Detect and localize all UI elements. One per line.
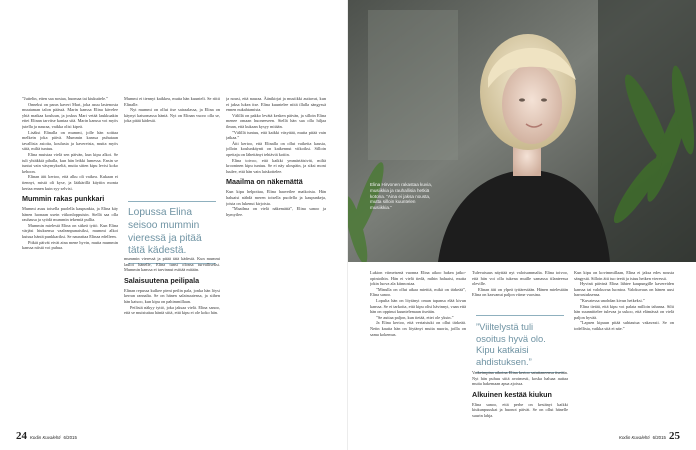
paragraph: ”Välillä tuntuu, että kaikki väsyttää, mutta pitää vain jatkaa.” bbox=[226, 129, 326, 141]
magazine-name: Kodin Kuvalehti bbox=[619, 435, 650, 440]
paragraph: Elina tietää, että kipu voi palata milloin tahansa. Silti hän suunnittelee tulevaa ja uskoo, että elämässä on vielä paljon hyvää. bbox=[574, 303, 674, 320]
page-number: 24 bbox=[16, 430, 27, 442]
right-column-2-top bbox=[472, 270, 568, 310]
issue-number: 6/2015 bbox=[63, 435, 77, 440]
pull-quote-right bbox=[476, 310, 564, 378]
paragraph: ”Maailma on vielä näkemättä”, Elina sanoo ja hymyilee. bbox=[226, 206, 326, 217]
left-column-3 bbox=[226, 96, 326, 432]
page-folio-left bbox=[16, 430, 77, 442]
paragraph: Lisäksi Elinalla on mummi, jolle hän soittaa melkein joka päivä. Mummin kanssa puhutaan tavallisia asioita, koulusta ja kavereista, mutta myös siitä, miltä tuntuu. bbox=[22, 129, 118, 152]
paragraph: Kun kipu on kovimmillaan, Elina ei jaksa edes nousta sängystä. Silloin äiti tuo teetä ja istuu hetken vieressä. bbox=[574, 270, 674, 281]
magazine-name: Kodin Kuvalehti bbox=[30, 435, 61, 440]
paragraph: Pitkät päivät eivät aina mene hyvin, mutta mummin kanssa niistä voi puhua. bbox=[22, 239, 118, 251]
page-folio-right bbox=[619, 430, 680, 442]
paragraph: Elina toivoo, että kaikki ymmärtäisivät, miltä krooninen kipu tuntuu. Se ei näy ulospäin, ja siksi moni luulee, että hän vain laiskottelee. bbox=[226, 157, 326, 174]
subheading: Maailma on näkemättä bbox=[226, 177, 303, 187]
paragraph: Elinan äiti kertoo, että alku oli vaikea. Kukaan ei tiennyt, mistä oli kyse, ja lääkärillä käytiin monta kertaa ennen kuin syy selvisi. bbox=[22, 174, 118, 191]
paragraph: ”Minulla on ollut aikaa miettiä, mikä on tärkeää”, Elina sanoo. bbox=[370, 286, 466, 298]
paragraph: ”Kuvatessa unohdan kivun hetkeksi.” bbox=[580, 297, 645, 303]
paragraph: ”Se auttaa paljon, kun tietää, ettei ole yksin.” bbox=[376, 314, 454, 320]
paragraph: Kun kipu helpottaa, Elina haaveilee matkoista. Hän haluaisi nähdä meren toisella puolella ja kaupunkeja, joista on lukenut kirjoista. bbox=[226, 189, 326, 206]
left-column-2-top bbox=[124, 96, 220, 196]
subheading: Mummin rakas punkkari bbox=[22, 194, 105, 204]
paragraph: Peilistä näkyy tyttö, joka jaksaa vielä. Elina sanoo, että se muistuttaa häntä siitä, että kipu ei ole koko hän. bbox=[124, 304, 220, 316]
pull-quote-text: ”Viiltelystä tuli osoitus hyvä olo. Kipu katkaisi ahdistuksen.” bbox=[476, 321, 546, 367]
paragraph: Mummi asuu toisella puolella kaupunkia, ja Elina käy hänen luonaan usein viikonloppuisin. Siellä saa olla rauhassa ja syödä mummin tekemiä pullia. bbox=[22, 206, 118, 223]
paragraph: ”Juttelin, etten saa nostaa, huomaa tai kiukuttele.” bbox=[22, 96, 109, 101]
right-column-3 bbox=[574, 270, 674, 432]
subheading: Alkuinen kestää kiukun bbox=[472, 389, 552, 399]
paragraph: ”Lapsen kipuun pitää suhtautua vakavasti. Se on todellista, vaikka sitä ei näe.” bbox=[574, 320, 674, 331]
paragraph: Äiti kertoo, että Elinalla on ollut vaikeita kausia, jolloin koulunkäynti on katkennut viikoiksi. Silloin opettaja on lähettänyt tehtäviä kotiin. bbox=[226, 140, 326, 157]
paragraph: Nyt mummi on ollut itse sairaalassa, ja Elina on käynyt katsomassa häntä. Nyt on Elinan vuoro olla se, joka pitää kädestä. bbox=[124, 107, 220, 124]
paragraph: Elina sanoo, että perhe on kestänyt kaikki kiukunpuuskat ja huonot päivät. Se on ollut hänelle suurin lahja. bbox=[472, 401, 568, 418]
portrait-photo bbox=[348, 0, 696, 262]
paragraph: Onneksi on paras kaveri Mari, joka asuu lastenosta muutaman talon päässä. Marin kanssa Elina kävelee yhtä matkaa kouluun, ja joskus Mari vetää laukkuakin ettei Elinan tarvitse kantaa sitä. Marin kanssa voi myös jutella ja nauraa, vaikka olisi kipeä. bbox=[22, 101, 118, 129]
paragraph: ja nousi, että nauraa. Äänikirjat ja musiikki auttavat, kun ei jaksa lukea itse. Elina kuuntelee niitä illalla sängyssä ennen nukahtamista. bbox=[226, 96, 326, 113]
paragraph: Ja Elina kertoo, että vertaistuki on ollut tärkeää. Netin kautta hän on löytänyt muita nuoria, joilla on sama kokemus. bbox=[370, 320, 466, 337]
paragraph: Hyvinä päivinä Elina lähtee kaupungille kavereiden kanssa tai valokuvaa luontoa. Valokuvaus on hänen uusi harrastuksensa. bbox=[574, 281, 674, 298]
paragraph: Mummin mielestä Elina on sitkeä tyttö. Kun Elina värjäsi hiuksensa vaaleanpunaisiksi, mummi alkoi kutsua häntä punkkariksi. Se naurattaa Elinaa edelleen. bbox=[22, 222, 118, 240]
pull-quote-rule bbox=[128, 201, 216, 202]
paragraph: Elinan repussa kulkee pieni peilin pala, jonka hän löysi kerran rannalta. Se on hänen salaisuutensa, ja siihen hän katsoo, kun kipu on pahimmillaan. bbox=[124, 287, 220, 304]
paragraph: Lopulta hän on löytänyt oman tapansa elää kivun kanssa. Se ei tarkoita, että kipu olisi hävinnyt, vaan että hän on oppinut kuuntelemaan itseään. bbox=[370, 297, 466, 315]
subheading: Salaisuutena peilipala bbox=[124, 275, 200, 285]
pull-quote-rule bbox=[476, 315, 564, 316]
paragraph: Tulevaisuus näyttää nyt valoisammalta. Elina toivoo, että hän voi olla tukena muille samassa tilanteessa oleville. bbox=[472, 270, 568, 287]
photo-caption: Elina Hirvonen rakastaa kuvia, musiikkia ja rauhallisia hetkiä kotona. ”Aina ei jaksa nousta, mutta silloin kuuntelen musiikkia.” bbox=[370, 182, 433, 211]
right-column-1 bbox=[370, 270, 466, 432]
issue-number: 6/2015 bbox=[652, 435, 666, 440]
left-column-1 bbox=[22, 96, 118, 432]
paragraph: Vaikeimpina aikoina Elina kertoo satuttaneensa itseään. Nyt hän puhuu siitä avoimesti, koska haluaa auttaa muita hakemaan apua ajoissa. bbox=[472, 370, 568, 387]
page-number: 25 bbox=[669, 430, 680, 442]
paragraph: Elinan äiti on ylpeä tyttärestään. Hänen mielestään Elina on kasvanut paljon viime vuosina. bbox=[472, 286, 568, 298]
paragraph: Välillä on pakko levätä kesken päivän, ja silloin Elina menee omaan huoneeseen. Siellä hän saa olla hiljaa ilman, että kukaan kysyy mitään. bbox=[226, 112, 326, 129]
left-column-2-bottom bbox=[124, 256, 220, 432]
right-column-2-bottom bbox=[472, 370, 568, 432]
paragraph: mummin vieressä ja pitää tätä kädestä. Kun mummi lauloi hänelle, Elina tunsi olonsa turvalliseksi. Mummin kanssa ei tarvinnut esittää mitään. bbox=[124, 256, 220, 273]
pull-quote-text: Lopussa Elina seisoo mummin vieressä ja pitää tätä kädestä. bbox=[128, 207, 202, 257]
photo-illustration bbox=[348, 0, 696, 262]
paragraph: Elina muistaa vielä sen päivän, kun kipu alkoi. Se tuli yhtäkkiä pihalla, kun hän leikki lumessa. Ensin se tuntui vain väsymykseltä, mutta sitten kipu levisi koko kehoon. bbox=[22, 151, 118, 174]
paragraph: Mummi ei tiennyt kaikkea, mutta hän kuunteli. Se riitti Elinalle. bbox=[124, 96, 220, 107]
paragraph: Lukion viimeisenä vuonna Elina aikoo hakea jatko-opintoihin. Hän ei vielä tiedä, mihin haluaisi, mutta jokin luova ala kiinnostaa. bbox=[370, 270, 466, 287]
